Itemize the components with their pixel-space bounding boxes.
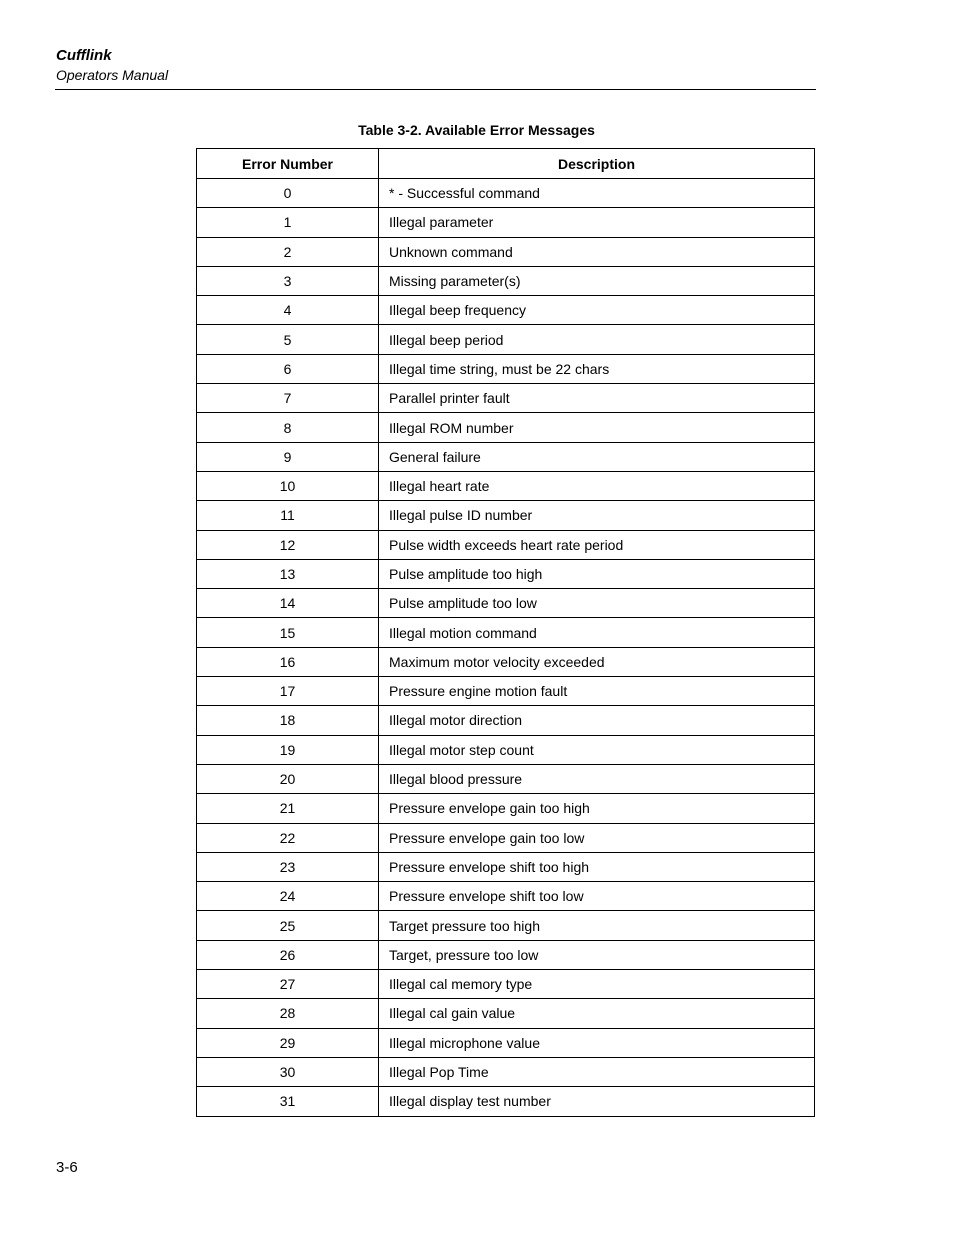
error-description-cell: Illegal cal gain value <box>379 999 815 1028</box>
error-description-cell: Illegal time string, must be 22 chars <box>379 354 815 383</box>
table-row <box>197 852 815 881</box>
error-number-cell: 24 <box>197 882 379 911</box>
error-description-cell: General failure <box>379 442 815 471</box>
error-description-cell: Illegal microphone value <box>379 1028 815 1057</box>
error-description-cell: Pressure engine motion fault <box>379 677 815 706</box>
table-row <box>197 882 815 911</box>
column-header-description: Description <box>379 149 815 179</box>
error-description-cell: Illegal blood pressure <box>379 764 815 793</box>
table-row <box>197 940 815 969</box>
table-row <box>197 764 815 793</box>
table-row <box>197 179 815 208</box>
error-description-cell: Illegal cal memory type <box>379 970 815 999</box>
table-row <box>197 911 815 940</box>
table-row <box>197 1028 815 1057</box>
error-number-cell: 3 <box>197 266 379 295</box>
table-header-row <box>197 149 815 179</box>
error-number-cell: 29 <box>197 1028 379 1057</box>
error-description-cell: Illegal Pop Time <box>379 1057 815 1086</box>
error-number-cell: 31 <box>197 1087 379 1116</box>
error-description-cell: Illegal beep frequency <box>379 296 815 325</box>
error-number-cell: 2 <box>197 237 379 266</box>
error-description-cell: Illegal motor direction <box>379 706 815 735</box>
running-header <box>55 46 816 90</box>
error-description-cell: Illegal motion command <box>379 618 815 647</box>
error-description-cell: Illegal ROM number <box>379 413 815 442</box>
table-row <box>197 501 815 530</box>
error-number-cell: 4 <box>197 296 379 325</box>
error-description-cell: Pressure envelope gain too low <box>379 823 815 852</box>
table-row <box>197 354 815 383</box>
error-number-cell: 14 <box>197 589 379 618</box>
table-row <box>197 706 815 735</box>
error-number-cell: 22 <box>197 823 379 852</box>
table-row <box>197 970 815 999</box>
error-number-cell: 12 <box>197 530 379 559</box>
error-number-cell: 13 <box>197 559 379 588</box>
table-row <box>197 735 815 764</box>
document-subtitle: Operators Manual <box>56 67 169 83</box>
error-number-cell: 20 <box>197 764 379 793</box>
error-number-cell: 9 <box>197 442 379 471</box>
table-row <box>197 325 815 354</box>
error-description-cell: Illegal beep period <box>379 325 815 354</box>
table-row <box>197 237 815 266</box>
error-number-cell: 16 <box>197 647 379 676</box>
error-messages-table <box>196 148 815 1117</box>
table-row <box>197 266 815 295</box>
error-number-cell: 23 <box>197 852 379 881</box>
error-number-cell: 8 <box>197 413 379 442</box>
table-row <box>197 559 815 588</box>
error-description-cell: Target, pressure too low <box>379 940 815 969</box>
error-description-cell: Illegal heart rate <box>379 471 815 500</box>
error-description-cell: Unknown command <box>379 237 815 266</box>
table-row <box>197 589 815 618</box>
error-description-cell: Pulse width exceeds heart rate period <box>379 530 815 559</box>
column-header-error-number: Error Number <box>197 149 379 179</box>
error-number-cell: 26 <box>197 940 379 969</box>
table-row <box>197 296 815 325</box>
table-row <box>197 442 815 471</box>
document-title: Cufflink <box>56 47 112 64</box>
table-row <box>197 647 815 676</box>
error-number-cell: 21 <box>197 794 379 823</box>
error-description-cell: Pulse amplitude too high <box>379 559 815 588</box>
error-number-cell: 7 <box>197 384 379 413</box>
table-row <box>197 384 815 413</box>
error-number-cell: 10 <box>197 471 379 500</box>
table-row <box>197 999 815 1028</box>
table-row <box>197 530 815 559</box>
table-row <box>197 618 815 647</box>
error-description-cell: Pressure envelope shift too low <box>379 882 815 911</box>
error-number-cell: 11 <box>197 501 379 530</box>
error-number-cell: 18 <box>197 706 379 735</box>
error-number-cell: 1 <box>197 208 379 237</box>
error-description-cell: Pressure envelope gain too high <box>379 794 815 823</box>
error-number-cell: 0 <box>197 179 379 208</box>
table-row <box>197 794 815 823</box>
error-number-cell: 30 <box>197 1057 379 1086</box>
error-number-cell: 27 <box>197 970 379 999</box>
error-description-cell: * - Successful command <box>379 179 815 208</box>
table-row <box>197 1057 815 1086</box>
error-number-cell: 19 <box>197 735 379 764</box>
table-caption: Table 3-2. Available Error Messages <box>358 122 595 138</box>
table-row <box>197 471 815 500</box>
error-description-cell: Maximum motor velocity exceeded <box>379 647 815 676</box>
table-row <box>197 208 815 237</box>
error-description-cell: Pulse amplitude too low <box>379 589 815 618</box>
table-row <box>197 413 815 442</box>
error-number-cell: 5 <box>197 325 379 354</box>
error-number-cell: 17 <box>197 677 379 706</box>
table-row <box>197 677 815 706</box>
table-row <box>197 823 815 852</box>
table-body <box>197 179 815 1117</box>
error-description-cell: Parallel printer fault <box>379 384 815 413</box>
error-description-cell: Pressure envelope shift too high <box>379 852 815 881</box>
error-description-cell: Illegal motor step count <box>379 735 815 764</box>
page-number: 3-6 <box>56 1159 78 1176</box>
error-number-cell: 25 <box>197 911 379 940</box>
error-description-cell: Illegal pulse ID number <box>379 501 815 530</box>
error-description-cell: Illegal parameter <box>379 208 815 237</box>
table-row <box>197 1087 815 1116</box>
error-number-cell: 28 <box>197 999 379 1028</box>
error-description-cell: Missing parameter(s) <box>379 266 815 295</box>
error-description-cell: Target pressure too high <box>379 911 815 940</box>
error-number-cell: 6 <box>197 354 379 383</box>
error-number-cell: 15 <box>197 618 379 647</box>
error-description-cell: Illegal display test number <box>379 1087 815 1116</box>
